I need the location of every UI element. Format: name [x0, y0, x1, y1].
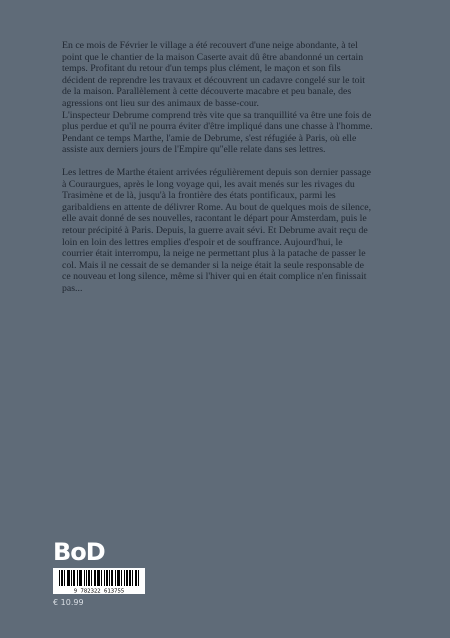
barcode-bar: [118, 570, 119, 586]
barcode-bar: [69, 570, 70, 586]
barcode-bar: [71, 570, 72, 586]
price-label: € 10.99: [53, 598, 84, 607]
barcode-bar: [127, 570, 128, 586]
barcode-bar: [126, 570, 127, 586]
barcode-bar: [61, 570, 62, 586]
barcode-bar: [97, 570, 98, 586]
barcode-bar: [136, 570, 137, 586]
barcode-bar: [104, 570, 105, 586]
barcode-bar: [138, 570, 139, 586]
barcode-bar: [95, 570, 96, 586]
blurb-paragraph-4: Les lettres de Marthe étaient arrivées régulièrement depuis son dernier passage à Couraurgues, après le long voyage qui, les avait menés sur les rivages du Trasimène et de là, jusqu'à la frontière des états pontificaux, parmi les garibaldiens en attente de délivrer Rome. Au bout de quelques mois de silence, elle avait donné de ses nouvelles, racontant le départ pour Amsterdam, puis le retour précipité à Paris. Depuis, la guerre avait sévi. Et Debrume avait reçu de loin en loin des lettres emplies d'espoir et de souffrance. Aujourd'hui, le courrier était interrompu, la neige ne permettant plus à la patache de passer le col. Mais il ne cessait de se demander si la neige était la seule responsable de ce nouveau et long silence, même si l'hiver qui en était complice n'en finissait pas...: [62, 166, 372, 294]
barcode-bar: [74, 570, 75, 586]
barcode-bar: [111, 570, 112, 586]
barcode-bar: [98, 570, 99, 586]
barcode-bar: [59, 570, 60, 586]
barcode-bar: [109, 570, 110, 586]
blurb-paragraph-2: L'inspecteur Debrume comprend très vite que sa tranquillité va être une fois de plus perdue et qu'il ne pourra éviter d'être impliqué dans une chasse à l'homme.: [62, 109, 373, 133]
barcode-bar: [79, 570, 80, 586]
barcode-bar: [80, 570, 81, 586]
blurb-paragraph-3: Pendant ce temps Marthe, l'amie de Debrume, s'est réfugiée à Paris, où elle assiste aux derniers jours de l'Empire qu''elle relate dans ses lettres.: [62, 132, 357, 156]
barcode-bar: [62, 570, 63, 586]
barcode-bar: [86, 570, 87, 586]
blurb-text: [62, 40, 374, 294]
barcode-bar: [81, 570, 82, 586]
barcode-bar: [121, 570, 122, 586]
barcode-bar: [130, 570, 131, 586]
barcode-bar: [119, 570, 120, 586]
isbn-barcode: [53, 568, 145, 594]
barcode-bar: [91, 570, 92, 586]
barcode-bar: [115, 570, 116, 586]
publisher-logo: BoD: [53, 538, 105, 566]
barcode-bar: [107, 570, 108, 586]
barcode-bar: [135, 570, 136, 586]
barcode-bar: [89, 570, 90, 586]
barcode-bar: [88, 570, 89, 586]
barcode-bar: [112, 570, 113, 586]
barcode-bar: [67, 570, 68, 586]
barcode-bar: [99, 570, 100, 586]
blurb-paragraph-1: En ce mois de Février le village a été recouvert d'une neige abondante, à tel point que le chantier de la maison Caserte avait dû être abandonné un certain temps. Profitant du retour d'un temps plus clément, le maçon et son fils décident de reprendre les travaux et découvrent un cadavre congelé sur le toit de la maison. Parallèlement à cette découverte macabre et peu banale, des agressions ont lieu sur des animaux de basse-cour.: [62, 40, 366, 109]
barcode-bar: [132, 570, 133, 586]
barcode-bar: [124, 570, 125, 586]
barcode-bar: [77, 570, 78, 586]
barcode-bar: [117, 570, 118, 586]
barcode-graphic: [53, 568, 145, 594]
barcode-bar: [94, 570, 95, 586]
barcode-bar: [73, 570, 74, 586]
barcode-bar: [68, 570, 69, 586]
barcode-bar: [106, 570, 107, 586]
barcode-bar: [64, 570, 65, 586]
barcode-bar: [84, 570, 85, 586]
barcode-bar: [101, 570, 102, 586]
isbn-digits: 9 782322 613755: [73, 588, 125, 594]
barcode-bar: [129, 570, 130, 586]
